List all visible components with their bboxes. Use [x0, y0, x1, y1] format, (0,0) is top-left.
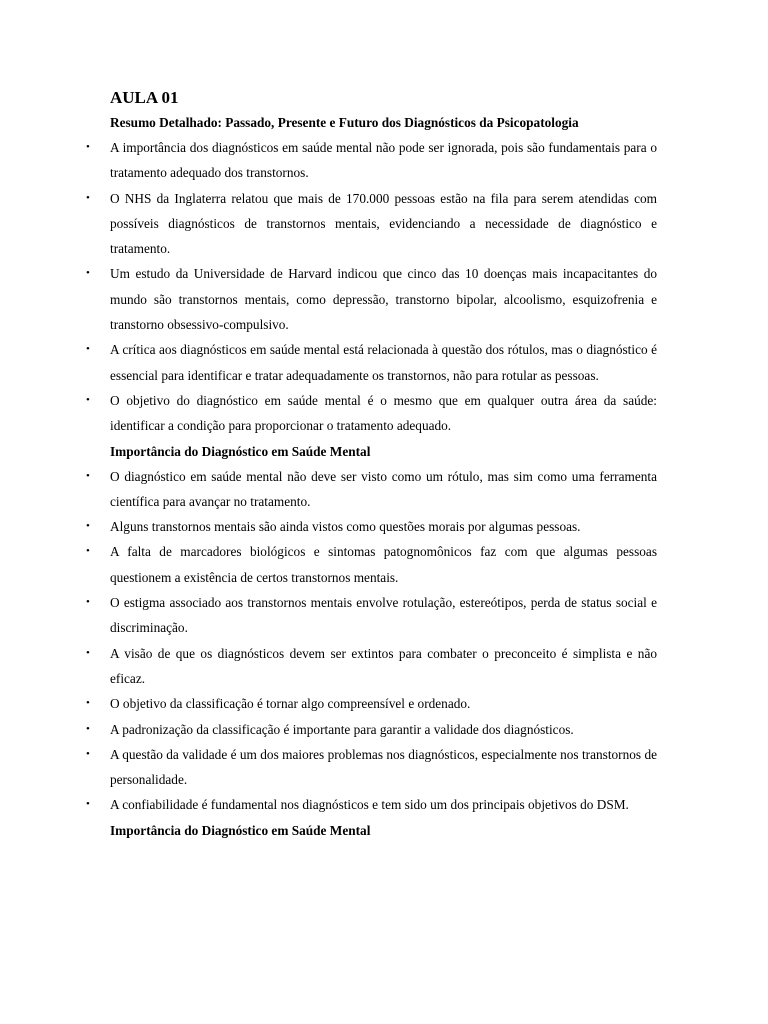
bullet-icon: •	[86, 747, 90, 760]
section-heading: Resumo Detalhado: Passado, Presente e Futuro dos Diagnósticos da Psicopatologia	[110, 115, 579, 130]
bullet-text: O objetivo do diagnóstico em saúde mental é o mesmo que em qualquer outra área da saúde: identificar a condição para proporcionar o tratamento adequado.	[110, 392, 657, 434]
bullet-icon: •	[86, 545, 90, 558]
bullet-list	[86, 464, 657, 818]
bullet-item	[86, 792, 657, 817]
bullet-icon: •	[86, 469, 90, 482]
bullet-item	[86, 590, 657, 641]
bullet-icon: •	[86, 798, 90, 811]
bullet-text: A crítica aos diagnósticos em saúde mental está relacionada à questão dos rótulos, mas o diagnóstico é essencial para identificar e tratar adequadamente os transtornos, não para rotular as pessoas.	[110, 342, 657, 383]
bullet-item	[86, 641, 657, 692]
sections-container	[86, 110, 657, 843]
bullet-item	[86, 539, 657, 590]
bullet-icon: •	[86, 722, 90, 735]
bullet-text: A visão de que os diagnósticos devem ser extintos para combater o preconceito é simplista e não eficaz.	[110, 645, 657, 686]
bullet-item	[86, 135, 657, 186]
bullet-text: O estigma associado aos transtornos mentais envolve rotulação, estereótipos, perda de status social e discriminação.	[110, 595, 657, 636]
bullet-item	[86, 186, 657, 262]
document-content	[86, 86, 657, 843]
bullet-text: Alguns transtornos mentais são ainda vistos como questões morais por algumas pessoas.	[110, 519, 581, 535]
bullet-text: A questão da validade é um dos maiores problemas nos diagnósticos, especialmente nos transtornos de personalidade.	[110, 746, 657, 788]
bullet-list	[86, 135, 657, 439]
bullet-text: A confiabilidade é fundamental nos diagnósticos e tem sido um dos principais objetivos do DSM.	[110, 797, 629, 813]
bullet-item	[86, 388, 657, 439]
bullet-item	[86, 261, 657, 337]
bullet-icon: •	[86, 697, 90, 710]
bullet-text: O diagnóstico em saúde mental não deve ser visto como um rótulo, mas sim como uma ferramenta científica para avançar no tratamento.	[110, 468, 657, 509]
bullet-text: A padronização da classificação é importante para garantir a validade dos diagnósticos.	[110, 721, 574, 737]
bullet-text: O objetivo da classificação é tornar algo compreensível e ordenado.	[110, 696, 471, 712]
section-heading: Importância do Diagnóstico em Saúde Mental	[110, 443, 371, 459]
bullet-item	[86, 691, 657, 716]
bullet-item	[86, 742, 657, 793]
bullet-icon: •	[86, 520, 90, 533]
bullet-icon: •	[86, 646, 90, 659]
section-heading: Importância do Diagnóstico em Saúde Mental	[110, 822, 371, 838]
bullet-icon: •	[86, 596, 90, 609]
bullet-item	[86, 717, 657, 742]
bullet-item	[86, 514, 657, 539]
bullet-text: A importância dos diagnósticos em saúde mental não pode ser ignorada, pois são fundamentais para o tratamento adequado dos transtornos.	[110, 140, 657, 181]
bullet-icon: •	[86, 267, 90, 280]
bullet-icon: •	[86, 191, 90, 204]
bullet-text: O NHS da Inglaterra relatou que mais de 170.000 pessoas estão na fila para serem atendidas com possíveis diagnósticos de transtornos mentais, evidenciando a necessidade de diagnóstico e tratamento.	[110, 190, 657, 257]
bullet-icon: •	[86, 141, 90, 153]
document-title: AULA 01	[110, 88, 179, 107]
bullet-icon: •	[86, 343, 90, 356]
bullet-icon: •	[86, 393, 90, 406]
bullet-item	[86, 337, 657, 388]
bullet-text: A falta de marcadores biológicos e sintomas patognomônicos faz com que algumas pessoas questionem a existência de certos transtornos mentais.	[110, 544, 657, 585]
bullet-item	[86, 464, 657, 515]
bullet-text: Um estudo da Universidade de Harvard indicou que cinco das 10 doenças mais incapacitantes do mundo são transtornos mentais, como depressão, transtorno bipolar, alcoolismo, esquizofrenia e transtorno obsessivo-compulsivo.	[110, 266, 657, 333]
